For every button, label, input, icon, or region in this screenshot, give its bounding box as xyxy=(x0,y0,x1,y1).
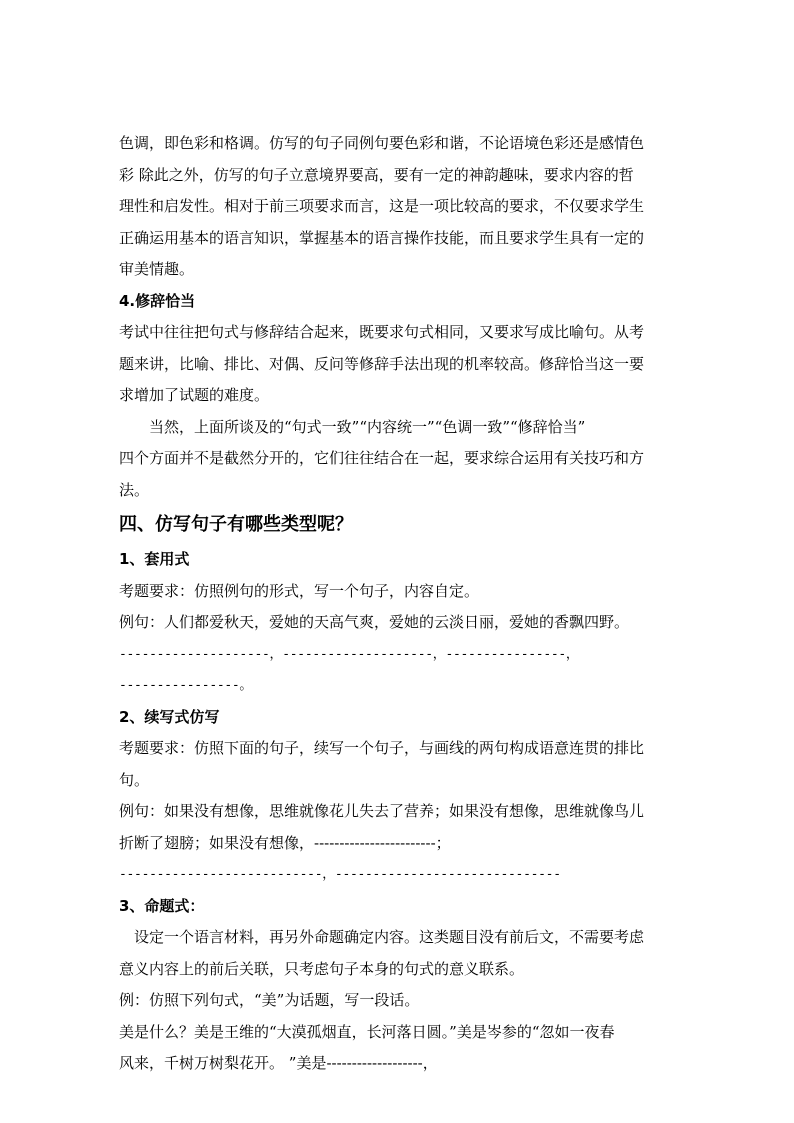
text-line: 求增加了试题的难度。 xyxy=(119,386,270,404)
subheading-rhetoric: 4.修辞恰当 xyxy=(119,291,196,310)
text-line: 设定一个语言材料，再另外命题确定内容。这类题目没有前后文，不需要考虑 xyxy=(134,928,645,946)
section-heading: 四、仿写句子有哪些类型呢？ xyxy=(119,514,353,535)
text-line: 例：仿照下列句式，“美”为话题，写一段话。 xyxy=(119,991,420,1009)
text-line: 风来，千树万树梨花开。 ”美是-------------------， xyxy=(119,1054,438,1072)
type-heading-3: 3、命题式： xyxy=(119,896,205,915)
text-line: 意义内容上的前后关联，只考虑句子本身的句式的意义联系。 xyxy=(119,959,525,978)
answer-blank-line: ---------------------------，------------------------------ xyxy=(119,867,561,882)
text-line: 彩 除此之外，仿写的句子立意境界要高，要有一定的神韵趣味，要求内容的哲 xyxy=(119,165,634,184)
text-line: 美是什么？美是王维的“大漠孤烟直，长河落日圆。”美是岑参的“忽如一夜春 xyxy=(119,1022,615,1041)
document-page xyxy=(119,128,679,1080)
text-line: 题来讲，比喻、排比、对偶、反问等修辞手法出现的机率较高。修辞恰当这一要 xyxy=(119,354,645,373)
text-line: 四个方面并不是截然分开的，它们往往结合在一起，要求综合运用有关技巧和方 xyxy=(119,449,645,467)
text-line: 审美情趣。 xyxy=(119,260,195,278)
text-line: 理性和启发性。相对于前三项要求而言，这是一项比较高的要求，不仅要求学生 xyxy=(119,197,645,215)
text-line: 句。 xyxy=(119,770,150,789)
text-line: 色调，即色彩和格调。仿写的句子同例句要色彩和谐，不论语境色彩还是感情色 xyxy=(119,134,645,152)
text-line: 折断了翅膀；如果没有想像，------------------------； xyxy=(119,833,451,852)
type-heading-1: 1、套用式 xyxy=(119,550,190,568)
text-line: 例句：人们都爱秋天，爱她的天高气爽，爱她的云淡日丽，爱她的香飘四野。 xyxy=(119,613,630,631)
text-line: 法。 xyxy=(119,480,150,499)
text-line: 考题要求：仿照下面的句子，续写一个句子，与画线的两句构成语意连贯的排比 xyxy=(119,739,645,757)
text-line: 考题要求：仿照例句的形式，写一个句子，内容自定。 xyxy=(119,581,480,600)
type-heading-2: 2、续写式仿写 xyxy=(119,707,220,726)
text-line: 考试中往往把句式与修辞结合起来，既要求句式相同，又要求写成比喻句。从考 xyxy=(119,323,645,341)
text-line: 正确运用基本的语言知识，掌握基本的语言操作技能，而且要求学生具有一定的 xyxy=(119,228,645,247)
answer-blank-line: ----------------。 xyxy=(119,678,253,693)
text-line: 当然，上面所谈及的“句式一致”“内容统一”“色调一致”“修辞恰当” xyxy=(149,417,586,436)
text-line: 例句：如果没有想像，思维就像花儿失去了营养；如果没有想像，思维就像鸟儿 xyxy=(119,802,645,820)
answer-blank-line: --------------------，--------------------，----------------， xyxy=(119,646,579,662)
